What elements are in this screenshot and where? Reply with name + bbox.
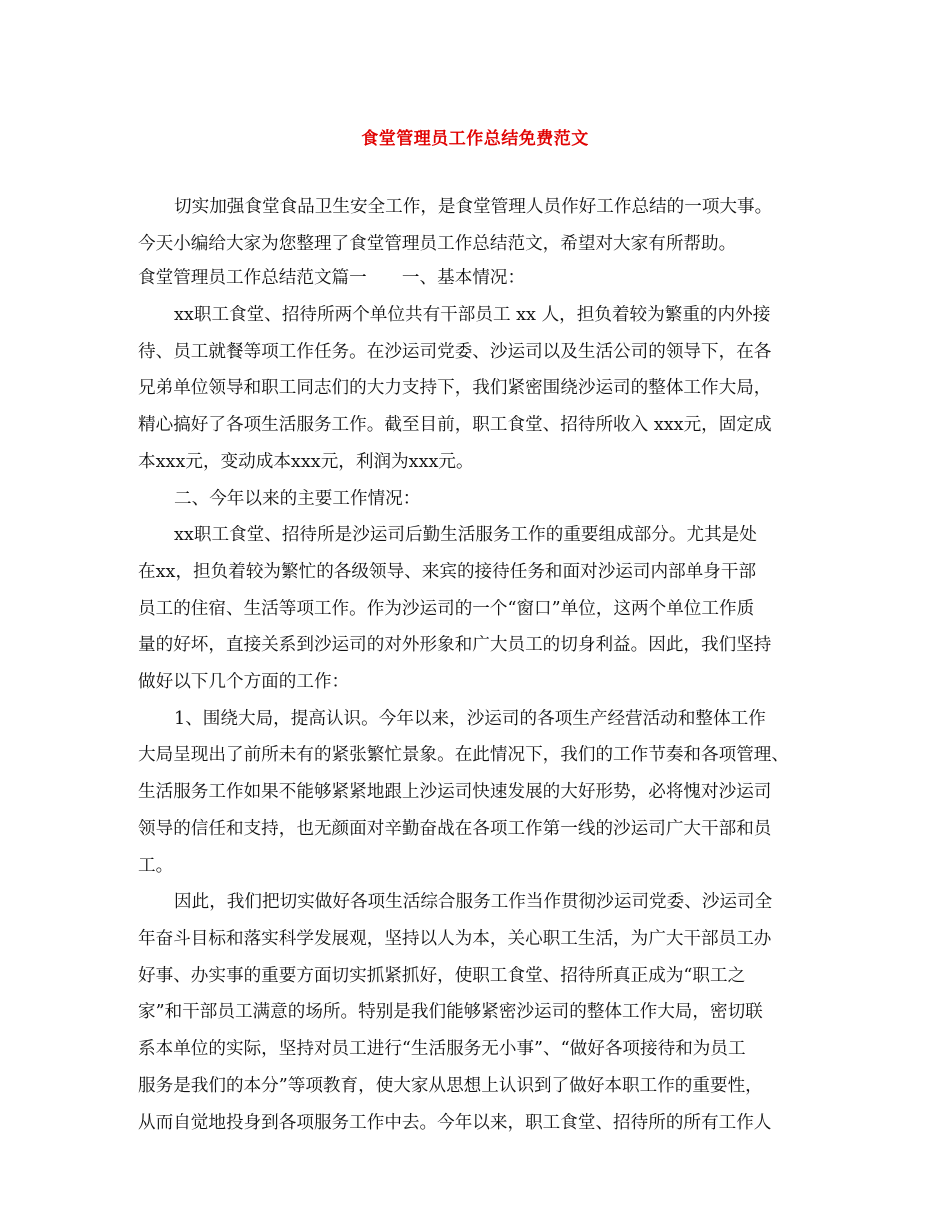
paragraph-line: 家”和干部员工满意的场所。特别是我们能够紧密沙运司的整体工作大局，密切联: [138, 1002, 763, 1022]
paragraph-line: 因此，我们把切实做好各项生活综合服务工作当作贯彻沙运司党委、沙运司全: [174, 892, 773, 912]
paragraph-line: xx职工食堂、招待所两个单位共有干部员工 xx 人，担负着较为繁重的内外接: [174, 305, 771, 325]
paragraph-line: 工。: [138, 856, 174, 876]
paragraph-line: 大局呈现出了前所未有的紧张繁忙景象。在此情况下，我们的工作节奏和各项管理、: [138, 745, 789, 765]
paragraph-line: 量的好坏，直接关系到沙运司的对外形象和广大员工的切身利益。因此，我们坚持: [138, 635, 772, 655]
paragraph-line: 服务是我们的本分”等项教育，使大家从思想上认识到了做好本职工作的重要性，: [138, 1076, 763, 1096]
paragraph-line: 生活服务工作如果不能够紧紧地跟上沙运司快速发展的大好形势，必将愧对沙运司: [138, 782, 772, 802]
paragraph-line: 系本单位的实际，坚持对员工进行“生活服务无小事”、“做好各项接待和为员工: [138, 1039, 746, 1059]
paragraph-line: 员工的住宿、生活等项工作。作为沙运司的一个“窗口”单位，这两个单位工作质: [138, 599, 755, 619]
paragraph-line: 切实加强食堂食品卫生安全工作，是食堂管理人员作好工作总结的一项大事。: [174, 197, 773, 217]
document-title: 食堂管理员工作总结免费范文: [361, 129, 589, 149]
paragraph-line: 二、今年以来的主要工作情况：: [174, 489, 421, 509]
paragraph-line: xx职工食堂、招待所是沙运司后勤生活服务工作的重要组成部分。尤其是处: [174, 525, 757, 545]
paragraph-line: 从而自觉地投身到各项服务工作中去。今年以来，职工食堂、招待所的所有工作人: [138, 1113, 772, 1133]
paragraph-line: 领导的信任和支持，也无颜面对辛勤奋战在各项工作第一线的沙运司广大干部和员: [138, 819, 772, 839]
paragraph-line: 做好以下几个方面的工作：: [138, 672, 350, 692]
paragraph-line: 食堂管理员工作总结范文篇一 一、基本情况：: [138, 268, 526, 288]
paragraph-line: 兄弟单位领导和职工同志们的大力支持下，我们紧密围绕沙运司的整体工作大局，: [138, 378, 772, 398]
paragraph-line: 待、员工就餐等项工作任务。在沙运司党委、沙运司以及生活公司的领导下，在各: [138, 342, 772, 362]
paragraph-line: 年奋斗目标和落实科学发展观，坚持以人为本，关心职工生活，为广大干部员工办: [138, 929, 772, 949]
paragraph-line: 在xx，担负着较为繁忙的各级领导、来宾的接待任务和面对沙运司内部单身干部: [138, 562, 757, 582]
paragraph-line: 今天小编给大家为您整理了食堂管理员工作总结范文，希望对大家有所帮助。: [138, 234, 737, 254]
paragraph-line: 好事、办实事的重要方面切实抓紧抓好，使职工食堂、招待所真正成为“职工之: [138, 966, 746, 986]
paragraph-line: 1、围绕大局，提高认识。今年以来，沙运司的各项生产经营活动和整体工作: [174, 709, 766, 729]
paragraph-line: 本xxx元，变动成本xxx元，利润为xxx元。: [138, 452, 474, 472]
paragraph-line: 精心搞好了各项生活服务工作。截至目前，职工食堂、招待所收入 xxx元，固定成: [138, 415, 772, 435]
